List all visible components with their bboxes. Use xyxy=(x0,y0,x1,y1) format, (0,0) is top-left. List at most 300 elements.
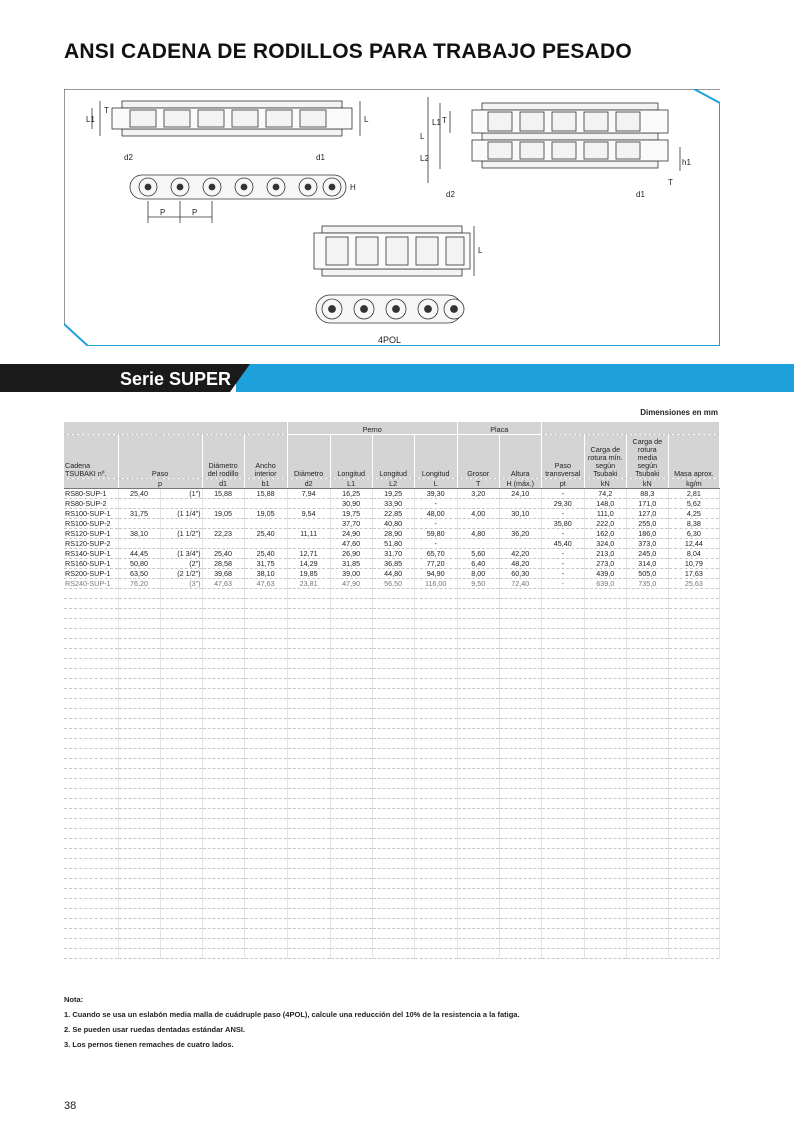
table-cell-empty xyxy=(118,758,160,768)
header-spacer xyxy=(64,422,287,434)
table-cell-empty xyxy=(330,698,372,708)
table-cell-empty xyxy=(160,868,202,878)
table-cell: - xyxy=(541,528,584,538)
table-cell-empty xyxy=(626,738,668,748)
table-cell-empty xyxy=(499,738,541,748)
table-row-empty xyxy=(64,828,720,838)
table-cell-empty xyxy=(202,658,244,668)
table-cell-empty xyxy=(118,748,160,758)
table-cell xyxy=(499,518,541,528)
table-cell-empty xyxy=(541,698,584,708)
table-cell-empty xyxy=(414,828,457,838)
table-cell-empty xyxy=(118,738,160,748)
table-cell-empty xyxy=(584,778,626,788)
table-cell-empty xyxy=(287,948,330,958)
table-cell-empty xyxy=(372,758,414,768)
table-cell-empty xyxy=(202,858,244,868)
table-cell-empty xyxy=(414,868,457,878)
header-altura: Altura xyxy=(499,434,541,478)
table-cell-empty xyxy=(287,868,330,878)
table-cell-empty xyxy=(244,638,287,648)
table-cell-empty xyxy=(244,628,287,638)
table-cell-empty xyxy=(626,888,668,898)
table-cell-empty xyxy=(244,808,287,818)
header-longitud-3: Longitud xyxy=(414,434,457,478)
header-ancho-interior: Ancho interior xyxy=(244,434,287,478)
table-cell-empty xyxy=(457,638,499,648)
table-cell: 50,80 xyxy=(118,558,160,568)
table-cell: 8,00 xyxy=(457,568,499,578)
table-cell-empty xyxy=(202,588,244,598)
table-cell-empty xyxy=(541,898,584,908)
label-h-side: H xyxy=(350,183,356,192)
table-cell-empty xyxy=(118,868,160,878)
table-cell: 324,0 xyxy=(584,538,626,548)
table-cell: 6,30 xyxy=(668,528,719,538)
table-cell-empty xyxy=(330,768,372,778)
table-cell-empty xyxy=(287,788,330,798)
table-cell-empty xyxy=(626,908,668,918)
table-row xyxy=(64,528,720,538)
table-cell-empty xyxy=(372,748,414,758)
table-cell-empty xyxy=(118,898,160,908)
table-cell-empty xyxy=(160,588,202,598)
table-cell-empty xyxy=(64,758,118,768)
table-cell-empty xyxy=(541,738,584,748)
table-cell-empty xyxy=(457,848,499,858)
table-cell xyxy=(118,538,160,548)
table-cell xyxy=(244,498,287,508)
table-cell-empty xyxy=(287,898,330,908)
table-cell-empty xyxy=(414,678,457,688)
table-cell: 48,20 xyxy=(499,558,541,568)
table-cell-empty xyxy=(499,948,541,958)
unit-kn-media: kN xyxy=(626,478,668,488)
table-cell-empty xyxy=(414,878,457,888)
table-cell-empty xyxy=(202,778,244,788)
table-cell-empty xyxy=(160,788,202,798)
table-cell: - xyxy=(541,568,584,578)
table-cell-empty xyxy=(372,708,414,718)
table-cell-empty xyxy=(668,918,719,928)
table-cell-empty xyxy=(457,728,499,738)
table-cell-empty xyxy=(244,698,287,708)
label-d2-duplex: d2 xyxy=(446,190,455,199)
table-cell: 25,40 xyxy=(202,548,244,558)
table-cell-empty xyxy=(64,898,118,908)
table-cell-empty xyxy=(626,938,668,948)
table-row xyxy=(64,538,720,548)
table-row-empty xyxy=(64,908,720,918)
series-band-accent xyxy=(236,364,794,392)
diagram-caption: 4POL xyxy=(378,335,402,345)
table-cell-empty xyxy=(64,718,118,728)
table-cell: 5,60 xyxy=(457,548,499,558)
table-cell: 439,0 xyxy=(584,568,626,578)
table-cell-empty xyxy=(457,708,499,718)
table-cell-empty xyxy=(668,838,719,848)
table-row-empty xyxy=(64,738,720,748)
table-cell-empty xyxy=(64,858,118,868)
table-row-empty xyxy=(64,658,720,668)
table-cell: 12,71 xyxy=(287,548,330,558)
unit-h: H (máx.) xyxy=(499,478,541,488)
table-cell-empty xyxy=(372,738,414,748)
label-t-top: T xyxy=(104,106,109,115)
table-cell-empty xyxy=(202,738,244,748)
table-cell-empty xyxy=(414,768,457,778)
table-cell: 47,60 xyxy=(330,538,372,548)
table-cell: 22,85 xyxy=(372,508,414,518)
table-cell-empty xyxy=(244,708,287,718)
table-cell-empty xyxy=(457,788,499,798)
table-cell-empty xyxy=(118,598,160,608)
table-cell-empty xyxy=(372,598,414,608)
table-row-empty xyxy=(64,848,720,858)
unit-pt: pt xyxy=(541,478,584,488)
table-cell-empty xyxy=(541,688,584,698)
table-cell-empty xyxy=(499,718,541,728)
table-cell-empty xyxy=(457,798,499,808)
table-cell-empty xyxy=(626,898,668,908)
table-cell-empty xyxy=(541,848,584,858)
header-carga-rotura-media: Carga de rotura media según Tsubaki xyxy=(626,434,668,478)
simplex-chain-top-view xyxy=(92,101,360,136)
table-cell: 314,0 xyxy=(626,558,668,568)
table-cell-empty xyxy=(160,898,202,908)
table-cell: 639,0 xyxy=(584,578,626,588)
table-cell-empty xyxy=(372,618,414,628)
table-cell-empty xyxy=(160,888,202,898)
label-h1-duplex: h1 xyxy=(682,158,691,167)
table-cell-empty xyxy=(202,758,244,768)
table-row-empty xyxy=(64,878,720,888)
table-cell-empty xyxy=(118,728,160,738)
table-cell-empty xyxy=(118,678,160,688)
table-cell-empty xyxy=(330,668,372,678)
table-cell-empty xyxy=(118,808,160,818)
series-band xyxy=(0,362,794,394)
table-cell: 14,29 xyxy=(287,558,330,568)
table-cell-empty xyxy=(287,638,330,648)
table-cell-empty xyxy=(626,638,668,648)
table-cell-empty xyxy=(64,708,118,718)
table-cell-empty xyxy=(64,678,118,688)
table-cell-empty xyxy=(64,808,118,818)
table-cell-empty xyxy=(64,658,118,668)
table-cell-empty xyxy=(64,728,118,738)
table-cell-empty xyxy=(118,608,160,618)
table-cell-empty xyxy=(541,708,584,718)
table-cell: - xyxy=(541,508,584,518)
unit-b1: b1 xyxy=(244,478,287,488)
table-cell-empty xyxy=(118,778,160,788)
table-cell: (1 1/2") xyxy=(160,528,202,538)
table-row-empty xyxy=(64,938,720,948)
table-cell-empty xyxy=(499,838,541,848)
table-cell-empty xyxy=(584,698,626,708)
table-cell-empty xyxy=(626,788,668,798)
table-cell: 31,75 xyxy=(244,558,287,568)
table-cell-empty xyxy=(372,688,414,698)
table-cell-empty xyxy=(287,588,330,598)
table-cell-empty xyxy=(118,828,160,838)
header-grosor: Grosor xyxy=(457,434,499,478)
table-cell-empty xyxy=(118,768,160,778)
table-cell-empty xyxy=(372,638,414,648)
table-cell: 31,75 xyxy=(118,508,160,518)
table-cell-empty xyxy=(584,868,626,878)
table-cell-empty xyxy=(584,788,626,798)
table-cell-empty xyxy=(287,728,330,738)
diagram-svg xyxy=(64,89,720,346)
table-cell-empty xyxy=(499,768,541,778)
table-cell-empty xyxy=(584,728,626,738)
table-cell-empty xyxy=(668,668,719,678)
table-cell-empty xyxy=(118,718,160,728)
table-cell-empty xyxy=(626,608,668,618)
table-cell: RS140-SUP-1 xyxy=(64,548,118,558)
table-cell-empty xyxy=(244,798,287,808)
table-cell-empty xyxy=(202,838,244,848)
table-cell-empty xyxy=(244,678,287,688)
table-row-empty xyxy=(64,808,720,818)
table-cell-empty xyxy=(414,798,457,808)
table-cell-empty xyxy=(118,668,160,678)
table-cell-empty xyxy=(330,808,372,818)
label-l-top: L xyxy=(364,115,369,124)
label-d1-top: d1 xyxy=(316,153,325,162)
table-cell-empty xyxy=(626,588,668,598)
note-1: 1. Cuando se usa un eslabón media malla de cuádruple paso (4POL), calcule una reducción del 10% de la resistencia a la fatiga. xyxy=(64,1010,520,1019)
table-cell xyxy=(499,538,541,548)
table-cell-empty xyxy=(457,718,499,728)
table-cell-empty xyxy=(499,908,541,918)
table-cell-empty xyxy=(202,638,244,648)
table-cell-empty xyxy=(541,788,584,798)
table-row-empty xyxy=(64,768,720,778)
table-cell-empty xyxy=(244,918,287,928)
table-cell-empty xyxy=(541,908,584,918)
table-cell-empty xyxy=(118,798,160,808)
table-cell-empty xyxy=(64,828,118,838)
unit-paso: p xyxy=(118,478,202,488)
table-row-empty xyxy=(64,788,720,798)
table-cell xyxy=(457,498,499,508)
table-cell-empty xyxy=(160,778,202,788)
table-cell-empty xyxy=(499,828,541,838)
table-cell-empty xyxy=(541,728,584,738)
table-cell-empty xyxy=(244,608,287,618)
table-cell-empty xyxy=(372,848,414,858)
table-cell-empty xyxy=(118,788,160,798)
table-cell-empty xyxy=(457,758,499,768)
table-row-empty xyxy=(64,698,720,708)
table-cell-empty xyxy=(668,608,719,618)
header-longitud-2: Longitud xyxy=(372,434,414,478)
table-cell: 171,0 xyxy=(626,498,668,508)
table-cell: RS120-SUP-1 xyxy=(64,528,118,538)
table-cell-empty xyxy=(541,768,584,778)
table-cell-empty xyxy=(626,858,668,868)
group-header-perno: Perno xyxy=(287,422,457,434)
table-cell-empty xyxy=(499,858,541,868)
table-cell: 186,0 xyxy=(626,528,668,538)
table-cell xyxy=(287,498,330,508)
table-cell: 19,85 xyxy=(287,568,330,578)
table-cell-empty xyxy=(414,658,457,668)
table-cell-empty xyxy=(457,678,499,688)
table-cell: - xyxy=(541,548,584,558)
offset-link-side-view xyxy=(316,295,464,323)
table-cell: 77,20 xyxy=(414,558,457,568)
table-row-empty xyxy=(64,778,720,788)
table-cell-empty xyxy=(457,808,499,818)
table-cell: 16,25 xyxy=(330,488,372,498)
table-cell-empty xyxy=(244,868,287,878)
table-cell-empty xyxy=(287,608,330,618)
table-cell: 273,0 xyxy=(584,558,626,568)
table-cell-empty xyxy=(372,588,414,598)
table-cell-empty xyxy=(414,748,457,758)
table-cell-empty xyxy=(499,648,541,658)
table-cell-empty xyxy=(244,588,287,598)
table-cell-empty xyxy=(626,768,668,778)
table-cell: 116,00 xyxy=(414,578,457,588)
table-cell: 8,38 xyxy=(668,518,719,528)
table-cell-empty xyxy=(64,918,118,928)
table-cell-empty xyxy=(244,818,287,828)
group-header-placa: Placa xyxy=(457,422,541,434)
unit-l1: L1 xyxy=(330,478,372,488)
table-cell-empty xyxy=(202,798,244,808)
table-cell-empty xyxy=(668,848,719,858)
table-cell-empty xyxy=(372,938,414,948)
table-cell: 15,88 xyxy=(244,488,287,498)
table-cell xyxy=(287,538,330,548)
table-cell-empty xyxy=(499,598,541,608)
table-cell-empty xyxy=(202,908,244,918)
table-cell-empty xyxy=(541,828,584,838)
table-cell: 35,80 xyxy=(541,518,584,528)
table-cell-empty xyxy=(64,908,118,918)
table-cell: 222,0 xyxy=(584,518,626,528)
table-cell-empty xyxy=(499,758,541,768)
table-cell-empty xyxy=(584,918,626,928)
table-cell: 76,20 xyxy=(118,578,160,588)
table-cell-empty xyxy=(414,908,457,918)
table-cell-empty xyxy=(372,828,414,838)
table-cell-empty xyxy=(118,648,160,658)
table-cell-empty xyxy=(626,758,668,768)
table-cell-empty xyxy=(541,618,584,628)
table-cell: 47,63 xyxy=(202,578,244,588)
table-row-empty xyxy=(64,798,720,808)
table-cell-empty xyxy=(414,948,457,958)
table-row-empty xyxy=(64,948,720,958)
table-cell-empty xyxy=(160,728,202,738)
table-cell-empty xyxy=(244,648,287,658)
table-cell-empty xyxy=(541,868,584,878)
table-cell-empty xyxy=(626,698,668,708)
series-title: Serie SUPER xyxy=(120,369,232,389)
table-cell-empty xyxy=(584,828,626,838)
table-cell-empty xyxy=(499,788,541,798)
table-cell-empty xyxy=(372,918,414,928)
table-cell-empty xyxy=(372,658,414,668)
table-cell: 9,50 xyxy=(457,578,499,588)
table-cell: 31,85 xyxy=(330,558,372,568)
table-cell-empty xyxy=(330,888,372,898)
table-cell-empty xyxy=(287,878,330,888)
table-cell-empty xyxy=(372,608,414,618)
table-cell-empty xyxy=(330,708,372,718)
table-cell: 25,40 xyxy=(244,548,287,558)
table-cell: 25,40 xyxy=(118,488,160,498)
table-cell-empty xyxy=(541,798,584,808)
table-cell: (1 3/4") xyxy=(160,548,202,558)
table-cell-empty xyxy=(668,938,719,948)
table-cell-empty xyxy=(499,798,541,808)
table-cell: - xyxy=(541,578,584,588)
table-cell-empty xyxy=(372,628,414,638)
table-cell-empty xyxy=(244,668,287,678)
table-cell xyxy=(457,538,499,548)
table-cell-empty xyxy=(372,878,414,888)
header-carga-rotura-min: Carga de rotura mín. según Tsubaki xyxy=(584,434,626,478)
table-cell: 19,05 xyxy=(244,508,287,518)
table-cell-empty xyxy=(668,868,719,878)
table-cell-empty xyxy=(287,598,330,608)
table-cell-empty xyxy=(202,668,244,678)
label-d2-top: d2 xyxy=(124,153,133,162)
table-cell-empty xyxy=(372,898,414,908)
table-cell-empty xyxy=(330,868,372,878)
table-cell-empty xyxy=(626,918,668,928)
table-cell-empty xyxy=(457,838,499,848)
unit-t: T xyxy=(457,478,499,488)
table-cell-empty xyxy=(668,818,719,828)
table-cell-empty xyxy=(118,908,160,918)
table-cell: 11,11 xyxy=(287,528,330,538)
table-cell-empty xyxy=(244,718,287,728)
table-cell-empty xyxy=(244,888,287,898)
table-cell-empty xyxy=(372,798,414,808)
table-cell-empty xyxy=(457,938,499,948)
table-cell-empty xyxy=(457,918,499,928)
table-cell-empty xyxy=(64,608,118,618)
table-row-empty xyxy=(64,608,720,618)
table-cell-empty xyxy=(202,818,244,828)
table-cell-empty xyxy=(626,838,668,848)
table-cell-empty xyxy=(584,628,626,638)
table-cell-empty xyxy=(626,928,668,938)
table-cell: (1") xyxy=(160,488,202,498)
table-cell-empty xyxy=(499,628,541,638)
table-cell-empty xyxy=(202,878,244,888)
table-cell: 37,70 xyxy=(330,518,372,528)
table-cell: 19,75 xyxy=(330,508,372,518)
table-row-empty xyxy=(64,898,720,908)
table-cell-empty xyxy=(330,858,372,868)
table-cell-empty xyxy=(457,928,499,938)
table-cell-empty xyxy=(584,928,626,938)
table-cell: 4,00 xyxy=(457,508,499,518)
table-cell-empty xyxy=(244,728,287,738)
table-cell-empty xyxy=(626,658,668,668)
table-cell-empty xyxy=(372,718,414,728)
table-cell-empty xyxy=(584,908,626,918)
